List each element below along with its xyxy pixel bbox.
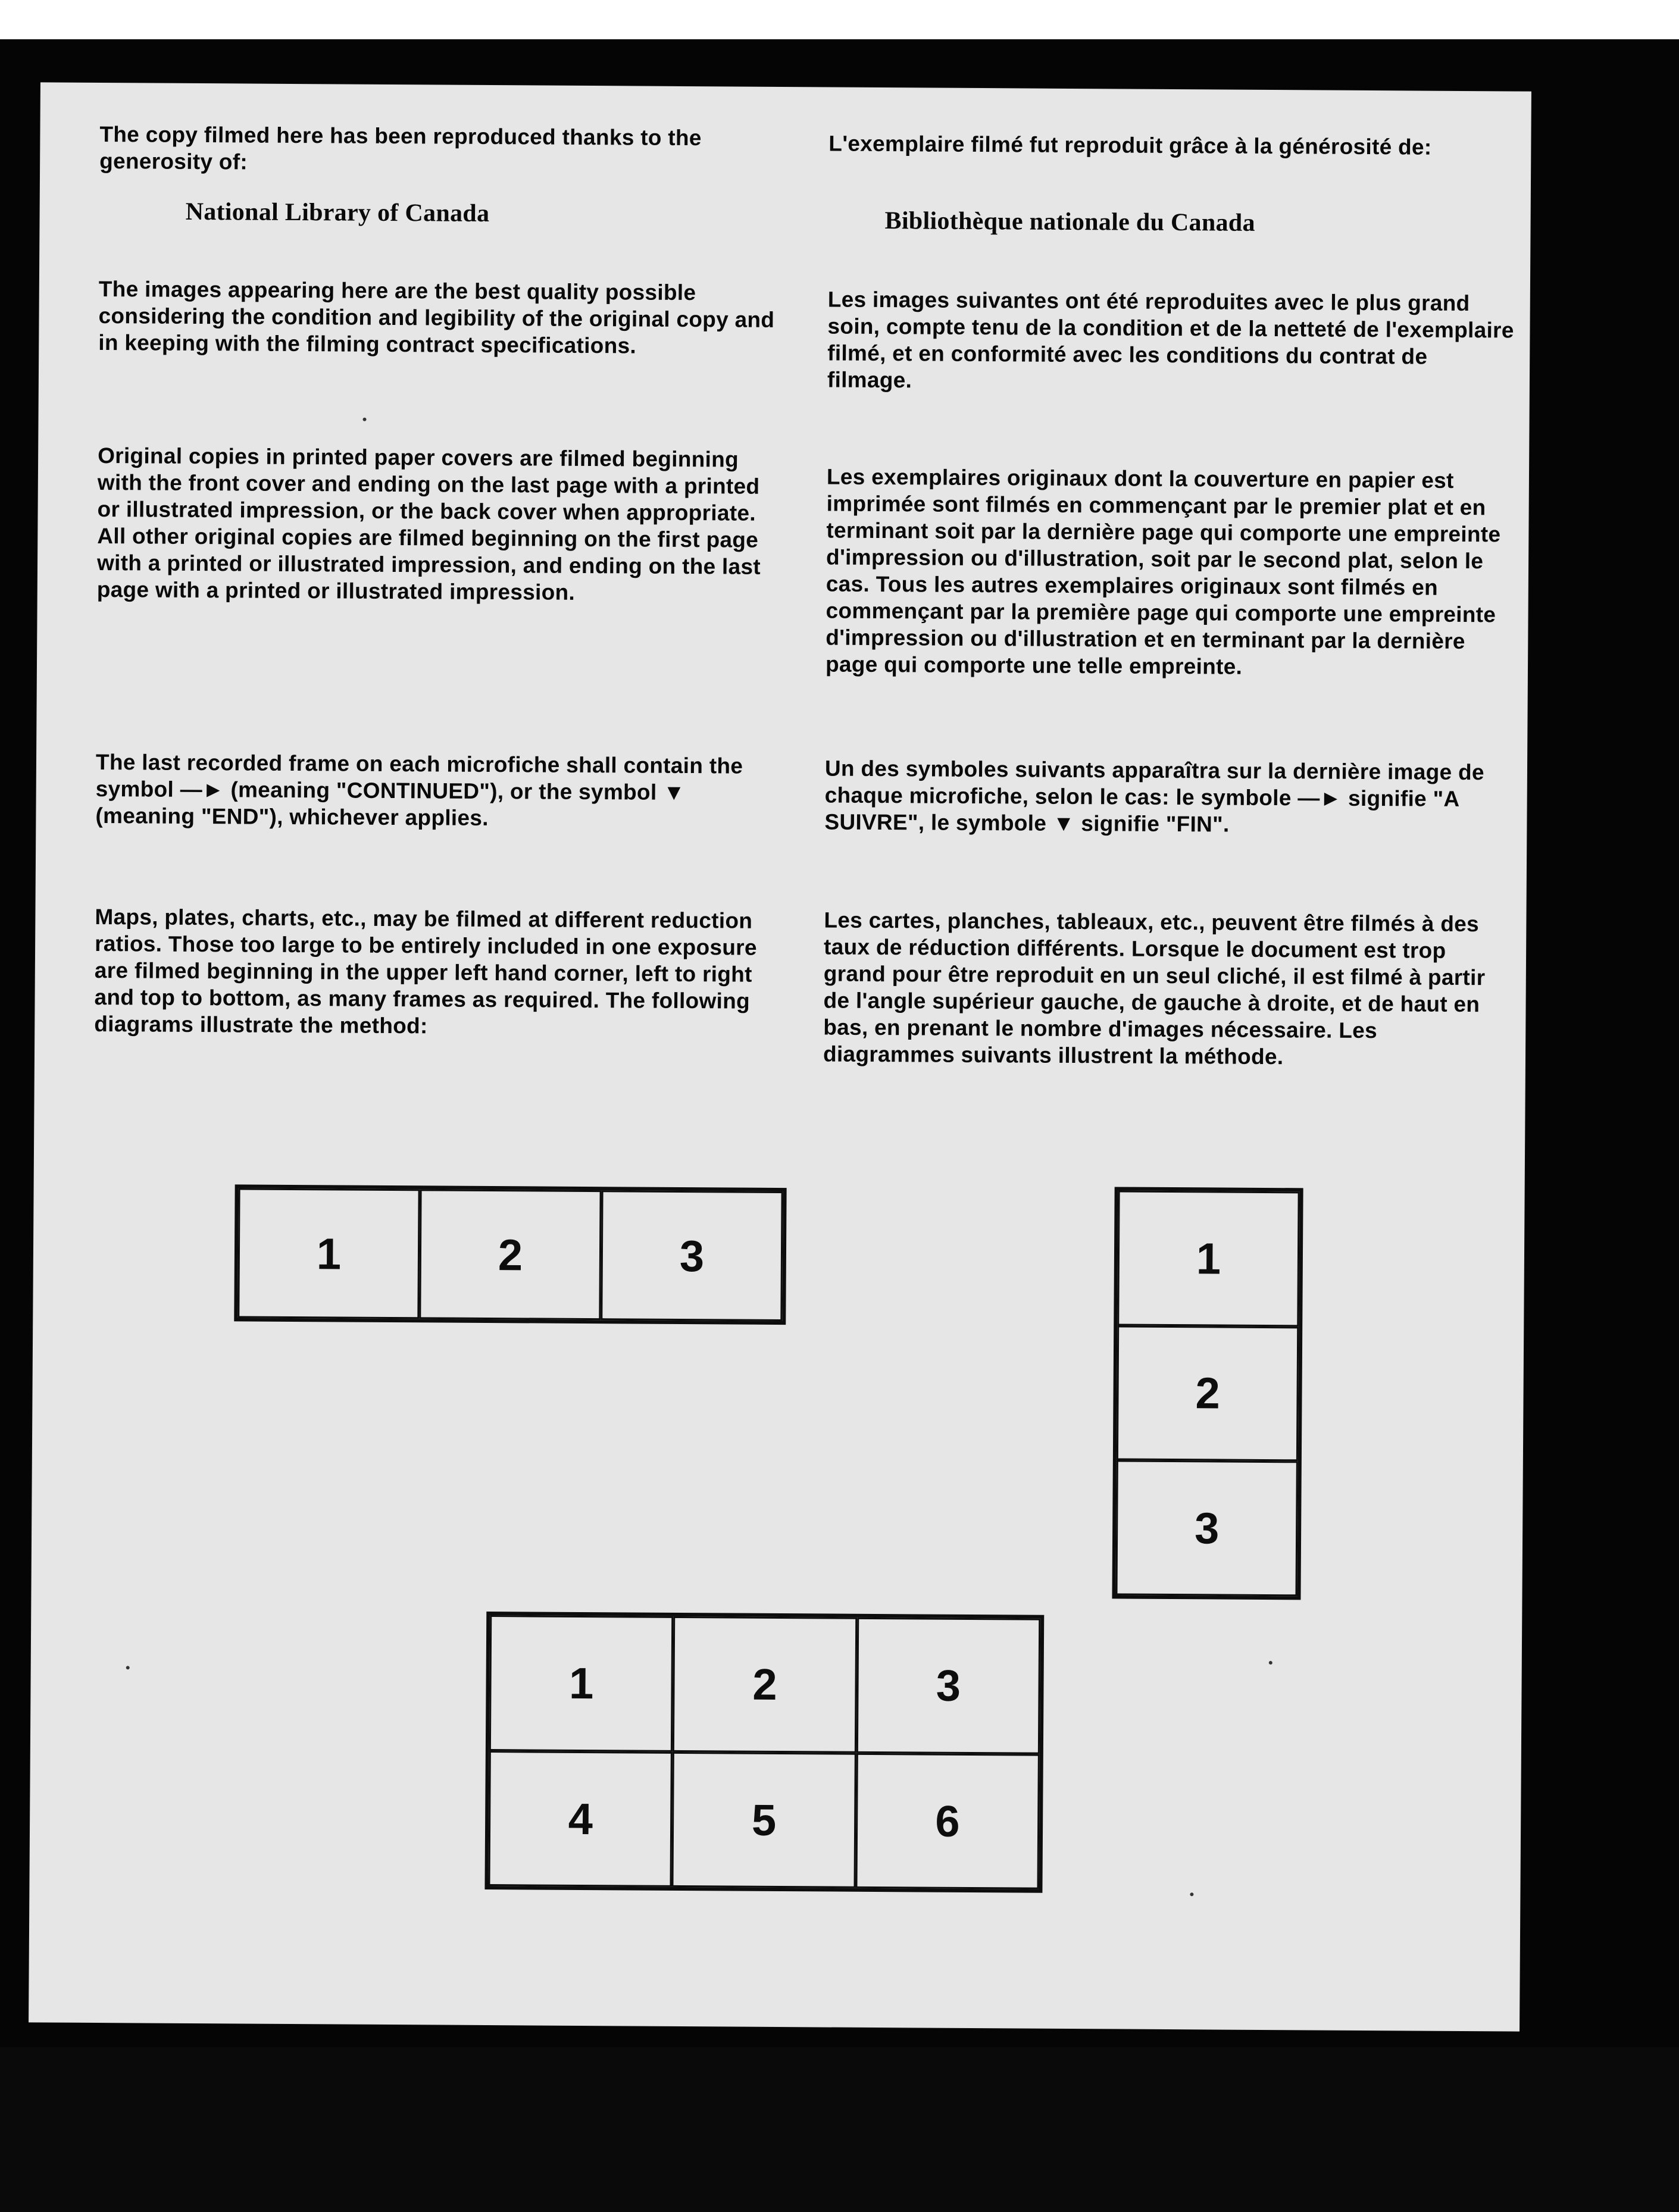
- diagram-row-of-three: [234, 1184, 786, 1325]
- diagram-frame: 3: [1115, 1460, 1297, 1597]
- microfiche-target-sheet: [29, 82, 1531, 2031]
- french-symbols-paragraph: Un des symboles suivants apparaîtra sur la dernière image de chaque microfiche, selon le cas: le symbole —► signifie "A SUIVRE", le symbole ▼ signifie "FIN".: [824, 756, 1484, 837]
- english-maps-paragraph: Maps, plates, charts, etc., may be filmed at different reduction ratios. Those too large to be entirely included in one exposure are filmed beginning in the upper left hand corner, left to right and top to bottom, as many frames as required. The following diagrams illustrate the method:: [94, 904, 757, 1038]
- english-covers-paragraph: Original copies in printed paper covers are filmed beginning with the front cover and ending on the last page with a printed or illustrated impression, or the back cover when appropriate. All other original copies are filmed beginning on the first page with a printed or illustrated impression, and ending on the last page with a printed or illustrated impression.: [96, 443, 761, 605]
- english-quality-paragraph: The images appearing here are the best quality possible considering the condition and legibility of the original copy and in keeping with the filming contract specifications.: [98, 276, 775, 358]
- dust-speck: [1269, 1661, 1272, 1665]
- dust-speck: [126, 1666, 130, 1669]
- diagram-frame: 2: [1117, 1325, 1299, 1462]
- english-column: [94, 121, 790, 1038]
- french-column: [823, 130, 1519, 1069]
- dust-speck: [1190, 1892, 1193, 1896]
- diagram-frame: 6: [855, 1753, 1040, 1889]
- french-covers-paragraph: Les exemplaires originaux dont la couverture en papier est imprimée sont filmés en commençant par le premier plat et en terminant soit par la dernière page qui comporte une empreinte d'impression ou d'illustration, soit par le second plat, selon le cas. Tous les autres exemplaires originaux sont filmés en commençant par la première page qui comporte une empreinte d'impression ou d'illustration et en terminant par la dernière page qui comporte une telle empreinte.: [825, 464, 1501, 679]
- diagram-frame: 3: [856, 1617, 1041, 1754]
- french-quality-paragraph: Les images suivantes ont été reproduites avec le plus grand soin, compte tenu de la condition et de la netteté de l'exemplaire filmé, et en conformité avec les conditions du contrat de filmage.: [827, 287, 1514, 393]
- diagram-frame: 2: [673, 1616, 857, 1753]
- diagram-grid-of-six: [484, 1612, 1044, 1893]
- french-maps-paragraph: Les cartes, planches, tableaux, etc., peuvent être filmés à des taux de réduction différents. Lorsque le document est trop grand pour être reproduit en un seul cliché, il est filmé à partir de l'angle supérieur gauche, de gauche à droite, et de haut en bas, en prenant le nombre d'images nécessaire. Les diagrammes suivants illustrent la méthode.: [823, 908, 1486, 1069]
- french-library-name: Bibliothèque nationale du Canada: [884, 207, 1255, 237]
- french-intro: L'exemplaire filmé fut reproduit grâce à la générosité de:: [828, 131, 1432, 159]
- english-library-name: National Library of Canada: [185, 198, 490, 227]
- diagram-frame: 1: [489, 1615, 674, 1751]
- diagram-frame: 5: [672, 1751, 856, 1888]
- diagram-frame: 2: [419, 1189, 601, 1320]
- english-symbols-paragraph: The last recorded frame on each microfiche shall contain the symbol —► (meaning "CONTINUED"), or the symbol ▼ (meaning "END"), whichever applies.: [95, 749, 743, 831]
- diagram-column-of-three: [1112, 1187, 1303, 1600]
- diagram-frame: 3: [601, 1190, 783, 1321]
- film-border-bottom: [0, 2047, 1679, 2212]
- english-intro: The copy filmed here has been reproduced thanks to the generosity of:: [99, 121, 702, 174]
- top-white-strip: [0, 0, 1679, 39]
- diagram-frame: 1: [1117, 1190, 1299, 1326]
- diagram-frame: 1: [237, 1188, 420, 1319]
- dust-speck: [363, 418, 367, 421]
- diagram-frame: 4: [488, 1751, 673, 1887]
